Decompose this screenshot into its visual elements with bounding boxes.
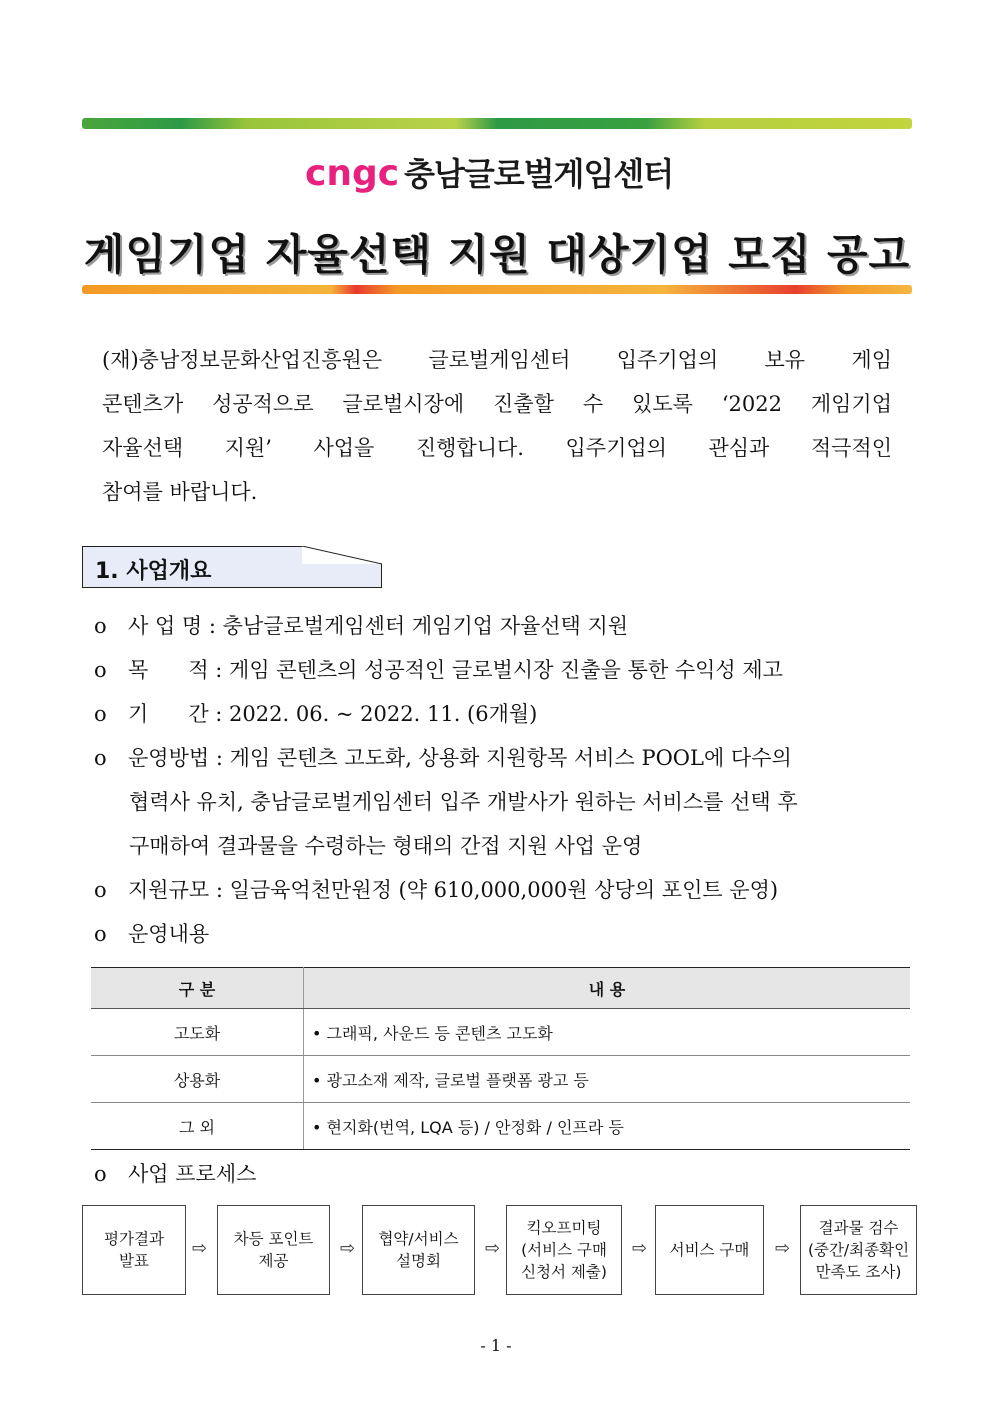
arrow-icon: ⇨ [632, 1238, 648, 1259]
heading-tab-shape [302, 546, 382, 566]
operations-table [91, 967, 910, 1150]
arrow-icon: ⇨ [485, 1238, 501, 1259]
bullet-period [94, 692, 537, 736]
arrow-icon: ⇨ [775, 1238, 791, 1259]
cngc-logo-mark [305, 151, 400, 193]
org-logo [305, 150, 673, 194]
page-number: - 1 - [480, 1336, 512, 1355]
bullet-text: 사업 프로세스 [128, 1162, 257, 1186]
bottom-decorative-bar [82, 285, 912, 294]
table-row [91, 1056, 910, 1103]
page-title: 게임기업 자율선택 지원 대상기업 모집 공고 [83, 230, 911, 279]
bullet-contents [94, 912, 209, 956]
table-cell-content: • 광고소재 제작, 글로벌 플랫폼 광고 등 [304, 1056, 911, 1103]
intro-line: 참여를 바랍니다. [102, 480, 258, 504]
bullet-method [94, 736, 792, 780]
bullet-mark: o [94, 658, 107, 682]
bullet-text: 운영방법 : 게임 콘텐츠 고도화, 상용화 지원항목 서비스 POOL에 다수의 [128, 746, 792, 770]
process-step: 협약/서비스 설명회 [362, 1205, 475, 1295]
process-step: 킥오프미팅 (서비스 구매 신청서 제출) [506, 1205, 622, 1295]
top-decorative-bar [82, 118, 912, 129]
bullet-scale [94, 868, 778, 912]
process-step: 차등 포인트 제공 [217, 1205, 330, 1295]
bullet-text: 목 적 : 게임 콘텐츠의 성공적인 글로벌시장 진출을 통한 수익성 제고 [128, 658, 783, 682]
bullet-mark: o [94, 878, 107, 902]
section-heading [82, 546, 382, 588]
bullet-mark: o [94, 1162, 107, 1186]
bullet-text: 운영내용 [128, 922, 210, 946]
process-step: 결과물 검수 (중간/최종확인 만족도 조사) [800, 1205, 917, 1295]
logo-text: cngc [305, 153, 400, 193]
bullet-text: 지원규모 : 일금육억천만원정 (약 610,000,000원 상당의 포인트 운영) [128, 878, 779, 902]
bullet-process [94, 1152, 256, 1196]
bullet-mark: o [94, 614, 107, 638]
intro-paragraph [102, 338, 892, 514]
process-step: 평가결과 발표 [82, 1205, 186, 1295]
table-row [91, 1103, 910, 1150]
bullet-method-cont: 협력사 유치, 충남글로벌게임센터 입주 개발사가 원하는 서비스를 선택 후 [129, 790, 798, 814]
table-row [91, 1009, 910, 1056]
table-cell-category: 그 외 [91, 1103, 304, 1150]
table-header-row [91, 968, 910, 1009]
table-cell-category: 고도화 [91, 1009, 304, 1056]
arrow-icon: ⇨ [192, 1238, 208, 1259]
arrow-icon: ⇨ [340, 1238, 356, 1259]
intro-line: 자율선택 지원’ 사업을 진행합니다. 입주기업의 관심과 적극적인 [102, 436, 892, 460]
table-cell-content: • 현지화(번역, LQA 등) / 안정화 / 인프라 등 [304, 1103, 911, 1150]
bullet-mark: o [94, 922, 107, 946]
intro-line: (재)충남정보문화산업진흥원은 글로벌게임센터 입주기업의 보유 게임 [102, 348, 892, 372]
bullet-mark: o [94, 746, 107, 770]
process-step: 서비스 구매 [655, 1205, 764, 1295]
intro-line: 콘텐츠가 성공적으로 글로벌시장에 진출할 수 있도록 ‘2022 게임기업 [102, 392, 892, 416]
bullet-method-cont: 구매하여 결과물을 수령하는 형태의 간접 지원 사업 운영 [129, 834, 643, 858]
bullet-text: 기 간 : 2022. 06. ~ 2022. 11. (6개월) [128, 702, 538, 726]
bullet-project-name [94, 604, 628, 648]
table-cell-category: 상용화 [91, 1056, 304, 1103]
table-header: 내 용 [304, 968, 911, 1009]
table-header: 구 분 [91, 968, 304, 1009]
org-name: 충남글로벌게임센터 [404, 155, 674, 193]
bullet-text: 사 업 명 : 충남글로벌게임센터 게임기업 자율선택 지원 [128, 614, 629, 638]
bullet-purpose [94, 648, 783, 692]
table-cell-content: • 그래픽, 사운드 등 콘텐츠 고도화 [304, 1009, 911, 1056]
section-heading-text: 1. 사업개요 [95, 559, 212, 584]
bullet-mark: o [94, 702, 107, 726]
